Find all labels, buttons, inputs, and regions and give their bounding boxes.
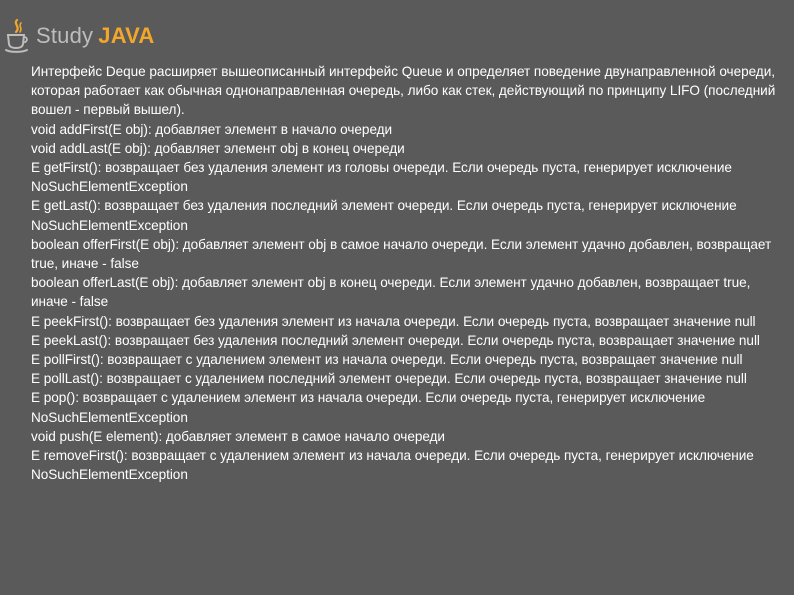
paragraph-intro: Интерфейс Deque расширяет вышеописанный интерфейс Queue и определяет поведение двунаправленной очереди, которая работает как обычная однонаправленная очередь, либо как стек, действующий по принципу LIFO (последний вошел - первый вышел). — [31, 64, 776, 118]
paragraph-offerfirst: boolean offerFirst(E obj): добавляет элемент obj в самое начало очереди. Если элемент удачно добавлен, возвращает true, иначе - false — [31, 236, 772, 272]
coffee-cup-icon — [4, 18, 32, 54]
paragraph-getlast: E getLast(): возвращает без удаления последний элемент очереди. Если очередь пуста, генерирует исключение NoSuchElementException — [31, 198, 737, 233]
paragraph-peekfirst: E peekFirst(): возвращает без удаления элемент из начала очереди. Если очередь пуста, возвращает значение null — [31, 313, 756, 329]
paragraph-addlast: void addLast(E obj): добавляет элемент obj в конец очереди — [31, 140, 405, 156]
paragraph-removefirst: E removeFirst(): возвращает с удалением элемент из начала очереди. Если очередь пуста, генерирует исключение NoSuchElementException — [31, 448, 754, 483]
paragraph-pollfirst: E pollFirst(): возвращает с удалением элемент из начала очереди. Если очередь пуста, возвращает значение null — [31, 352, 743, 368]
logo-java-text: JAVA — [98, 23, 155, 48]
paragraph-getfirst: E getFirst(): возвращает без удаления элемент из головы очереди. Если очередь пуста, генерирует исключение NoSuchElementException — [31, 160, 732, 195]
paragraph-addfirst: void addFirst(E obj): добавляет элемент в начало очереди — [31, 121, 393, 137]
paragraph-offerlast: boolean offerLast(E obj): добавляет элемент obj в конец очереди. Если элемент удачно добавлен, возвращает true, иначе - false — [31, 275, 751, 310]
logo-wordmark — [36, 25, 155, 47]
studyjava-logo — [4, 18, 155, 54]
paragraph-push: void push(E element): добавляет элемент в самое начало очереди — [31, 428, 445, 444]
paragraph-polllast: E pollLast(): возвращает с удалением последний элемент очереди. Если очередь пуста, возвращает значение null — [31, 371, 747, 387]
paragraph-peeklast: E peekLast(): возвращает без удаления последний элемент очереди. Если очередь пуста, возвращает значение null — [31, 332, 760, 348]
paragraph-pop: E pop(): возвращает с удалением элемент из начала очереди. Если очередь пуста, генерирует исключение NoSuchElementException — [31, 390, 706, 425]
slide-body — [31, 62, 781, 484]
logo-study-text: Study — [36, 23, 94, 48]
